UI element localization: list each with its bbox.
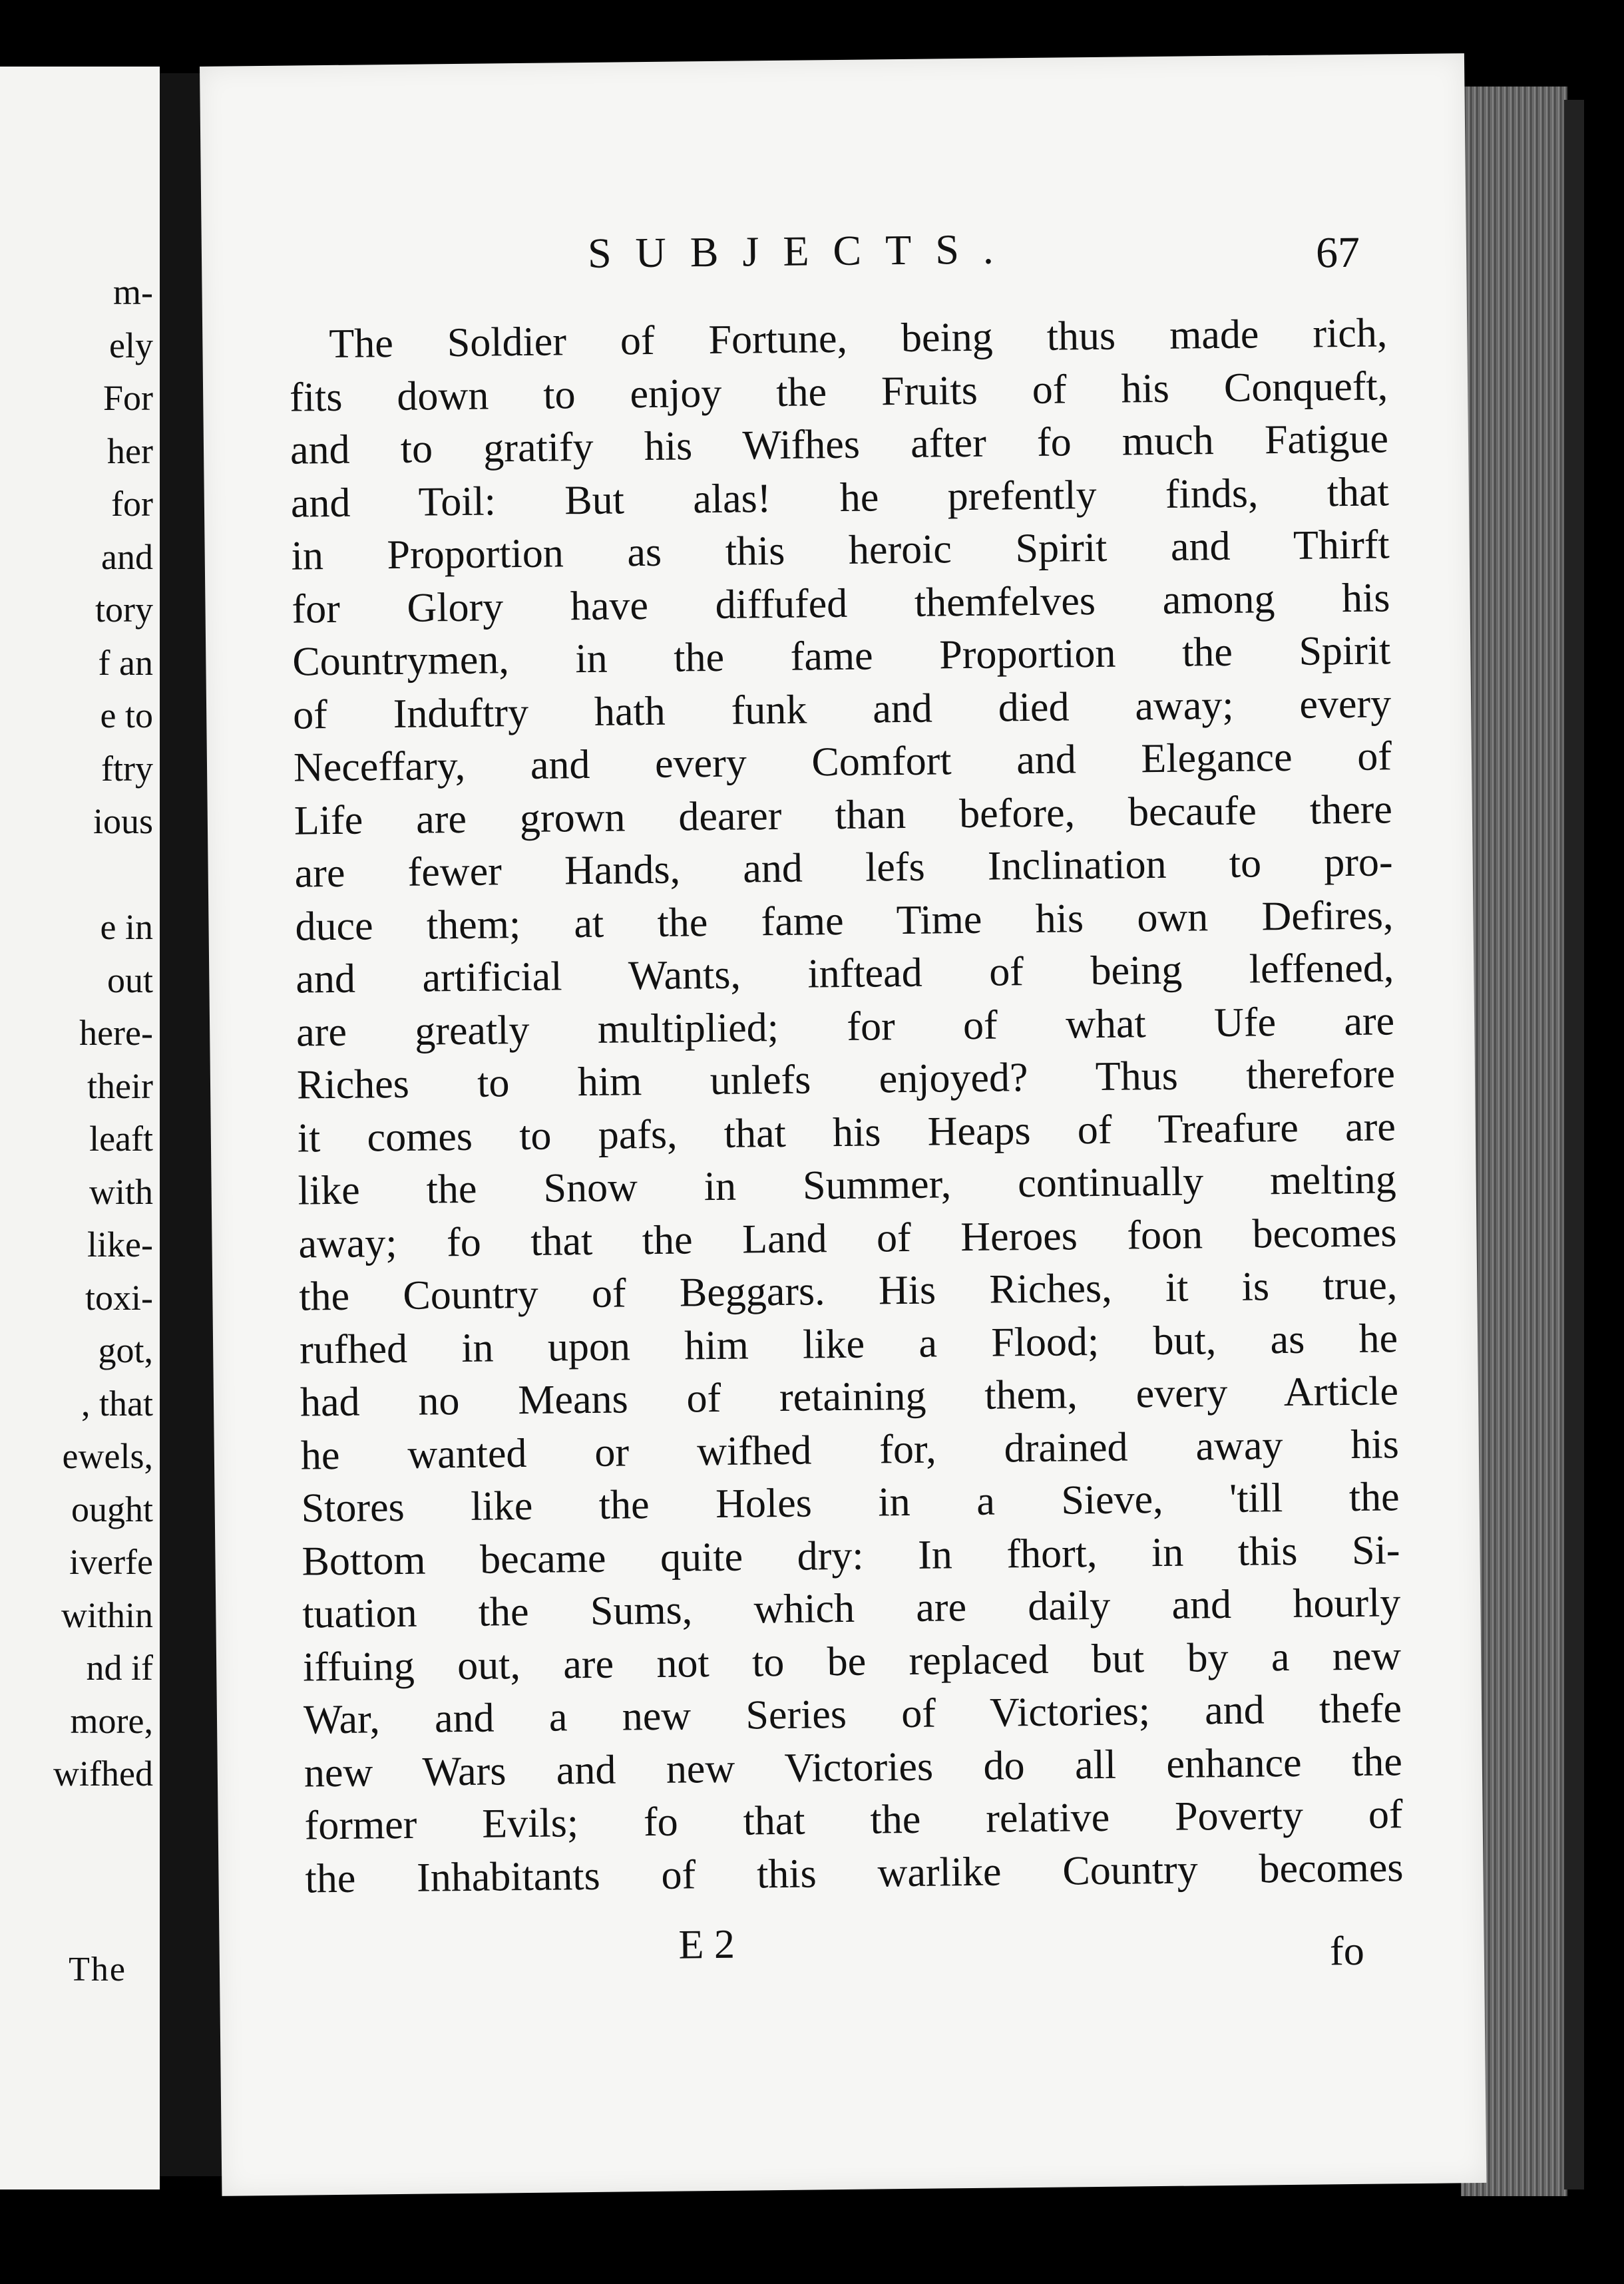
left-text-fragment: here- bbox=[79, 1013, 153, 1053]
text-line: in Proportion as this heroic Spirit and Thirft bbox=[291, 522, 1390, 579]
left-text-fragment: with bbox=[89, 1171, 153, 1212]
text-line: former Evils; fo that the relative Poverty of bbox=[304, 1792, 1403, 1849]
text-line: duce them; at the fame Time his own Defires, bbox=[295, 892, 1394, 950]
fore-edge-shadow bbox=[1564, 100, 1584, 2189]
left-text-fragment bbox=[0, 849, 153, 902]
left-text-fragment: ewels, bbox=[62, 1436, 153, 1476]
left-text-fragment: got, bbox=[98, 1330, 153, 1370]
text-line: new Wars and new Victories do all enhance the bbox=[304, 1738, 1403, 1796]
left-text-fragment: leaft bbox=[89, 1119, 153, 1159]
left-text-fragment: ious bbox=[93, 801, 153, 841]
text-line: The Soldier of Fortune, being thus made rich, bbox=[329, 310, 1388, 367]
left-text-fragment: out bbox=[106, 960, 153, 1000]
page-footer bbox=[305, 1901, 1404, 1985]
left-text-fragment: like- bbox=[87, 1225, 153, 1264]
left-text-fragment: her bbox=[107, 431, 153, 471]
left-text-fragment: f an bbox=[98, 642, 153, 683]
text-line: fits down to enjoy the Fruits of his Conqueft, bbox=[289, 363, 1388, 421]
text-line: of Induftry hath funk and died away; every bbox=[292, 680, 1392, 738]
text-line: he wanted or wifhed for, drained away his bbox=[300, 1421, 1400, 1479]
body-text bbox=[289, 307, 1404, 1905]
left-text-fragment: toxi- bbox=[85, 1277, 153, 1318]
text-line: War, and a new Series of Victories; and thefe bbox=[303, 1686, 1402, 1743]
text-line: and Toil: But alas! he prefently finds, that bbox=[290, 469, 1390, 526]
text-line: Countrymen, in the fame Proportion the Spirit bbox=[292, 628, 1391, 685]
left-text-fragment: within bbox=[61, 1595, 153, 1635]
left-text-fragment: For bbox=[102, 378, 153, 418]
signature-mark: E 2 bbox=[678, 1921, 735, 1968]
left-text-fragment: e in bbox=[100, 907, 153, 947]
facing-page-left bbox=[0, 67, 160, 2189]
text-line: the Inhabitants of this warlike Country becomes bbox=[305, 1844, 1404, 1901]
left-text-fragment: , that bbox=[81, 1383, 153, 1424]
text-line: like the Snow in Summer, continually melting bbox=[298, 1157, 1396, 1214]
text-line: are greatly multiplied; for of what Ufe are bbox=[296, 998, 1395, 1055]
left-text-fragment: e to bbox=[100, 695, 153, 735]
left-catchword: The bbox=[69, 1951, 126, 1989]
left-text-fragment: ought bbox=[71, 1489, 153, 1529]
text-line: for Glory have diffufed themfelves among his bbox=[292, 574, 1390, 632]
running-head-title: SUBJECTS. bbox=[587, 225, 1018, 277]
text-line: Neceffary, and every Comfort and Elegance of bbox=[293, 733, 1392, 791]
text-line: Bottom became quite dry: In fhort, in this Si- bbox=[302, 1527, 1400, 1585]
text-line: and artificial Wants, inftead of being leffened, bbox=[296, 945, 1394, 1002]
text-line: Stores like the Holes in a Sieve, 'till the bbox=[301, 1474, 1400, 1531]
left-text-fragment: ely bbox=[109, 325, 153, 365]
left-page-text bbox=[0, 266, 153, 1801]
left-text-fragment: iverfe bbox=[69, 1542, 153, 1582]
text-line: the Country of Beggars. His Riches, it is true, bbox=[299, 1262, 1398, 1320]
left-text-fragment: nd if bbox=[86, 1648, 153, 1688]
page-number: 67 bbox=[1315, 228, 1360, 278]
text-line: it comes to pafs, that his Heaps of Treafure are bbox=[297, 1103, 1396, 1161]
left-text-fragment: and bbox=[101, 536, 153, 577]
left-text-fragment: ftry bbox=[101, 748, 153, 789]
left-text-fragment: wifhed bbox=[53, 1754, 153, 1794]
text-line: away; fo that the Land of Heroes foon becomes bbox=[298, 1209, 1397, 1267]
left-text-fragment: tory bbox=[95, 590, 153, 630]
text-line: Riches to him unlefs enjoyed? Thus therefore bbox=[296, 1051, 1396, 1108]
left-text-fragment: for bbox=[111, 484, 153, 524]
text-line: and to gratify his Wifhes after fo much Fatigue bbox=[290, 416, 1389, 473]
page-text-block bbox=[288, 220, 1405, 1985]
left-text-fragment: more, bbox=[70, 1700, 153, 1741]
text-line: Life are grown dearer than before, becaufe there bbox=[294, 786, 1393, 844]
text-line: are fewer Hands, and lefs Inclination to pro- bbox=[294, 839, 1393, 896]
left-text-fragment: their bbox=[87, 1065, 153, 1106]
catchword: fo bbox=[1329, 1928, 1365, 1975]
text-line: tuation the Sums, which are daily and hourly bbox=[302, 1580, 1401, 1637]
text-line: rufhed in upon him like a Flood; but, as he bbox=[299, 1315, 1398, 1373]
running-head bbox=[288, 220, 1387, 318]
text-line: had no Means of retaining them, every Article bbox=[300, 1368, 1399, 1426]
text-line: iffuing out, are not to be replaced but by a new bbox=[302, 1632, 1402, 1690]
page-right bbox=[200, 53, 1486, 2196]
left-text-fragment: m- bbox=[113, 272, 153, 312]
